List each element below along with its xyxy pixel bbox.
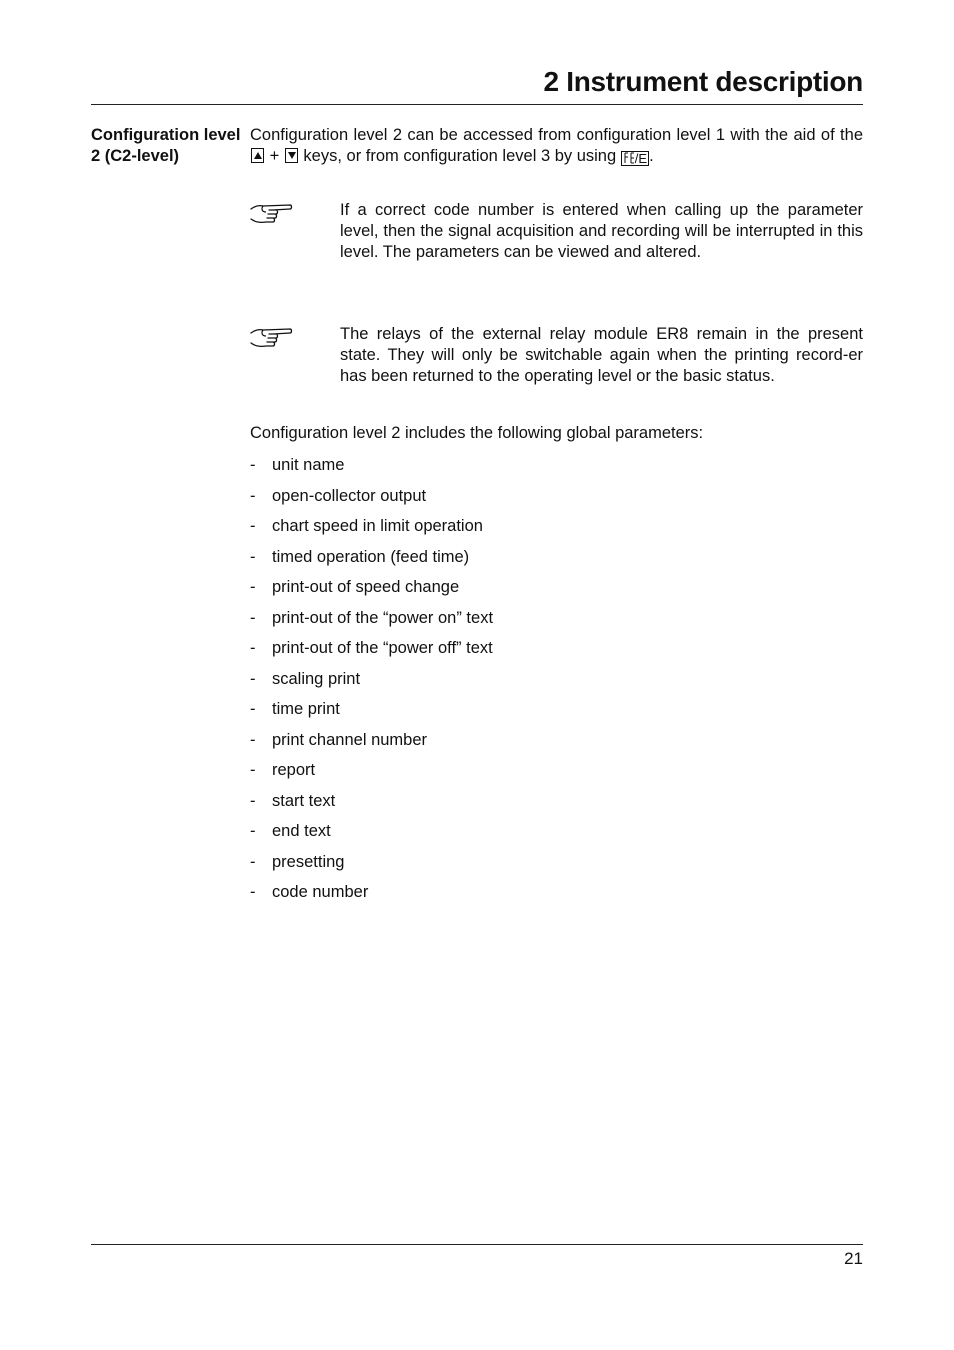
parameter-list xyxy=(250,450,493,908)
list-dash: - xyxy=(250,791,256,810)
list-dash: - xyxy=(250,700,256,718)
list-item-text: time print xyxy=(272,700,340,718)
list-intro: Configuration level 2 includes the following global parameters: xyxy=(250,424,704,442)
list-item-text: print channel number xyxy=(272,730,428,749)
list-dash: - xyxy=(250,883,256,901)
list-dash: - xyxy=(250,578,256,596)
intro-plus: + xyxy=(269,147,280,165)
pointing-hand-icon xyxy=(249,200,293,228)
list-dash: - xyxy=(250,669,256,688)
list-dash: - xyxy=(250,486,256,505)
list-dash: - xyxy=(250,730,256,749)
list-dash: - xyxy=(250,608,256,627)
pe-key-label: /E xyxy=(634,151,648,166)
list-item xyxy=(250,511,493,542)
pointing-hand-icon xyxy=(249,324,293,352)
list-item-text: end text xyxy=(272,822,331,840)
intro-paragraph xyxy=(250,125,863,167)
list-item-text: chart speed in limit operation xyxy=(272,517,483,535)
list-item xyxy=(250,450,493,481)
list-item-text: presetting xyxy=(272,852,345,871)
list-item-text: open-collector output xyxy=(272,486,427,505)
list-item xyxy=(250,816,493,847)
pe-key-icon xyxy=(621,151,649,166)
intro-text-1: Configuration level 2 can be accessed from configuration level 1 with the aid of the xyxy=(250,126,863,144)
list-item-text: scaling print xyxy=(272,669,361,688)
list-item xyxy=(250,755,493,786)
list-item xyxy=(250,877,493,908)
list-item-text: code number xyxy=(272,883,369,901)
list-item-text: print-out of the “power on” text xyxy=(272,608,494,627)
page-number: 21 xyxy=(844,1249,863,1268)
list-dash: - xyxy=(250,517,256,535)
list-item xyxy=(250,725,493,756)
list-item-text: timed operation (feed time) xyxy=(272,547,470,566)
footer-divider xyxy=(91,1244,863,1245)
list-item xyxy=(250,572,493,603)
list-item xyxy=(250,542,493,573)
list-item-text: report xyxy=(272,761,316,779)
list-dash: - xyxy=(250,822,256,840)
list-item-text: print-out of the “power off” text xyxy=(272,639,493,657)
list-dash: - xyxy=(250,547,256,566)
section-label: Configuration level 2 (C2-level) xyxy=(91,126,241,165)
list-dash: - xyxy=(250,456,256,474)
list-dash: - xyxy=(250,639,256,657)
list-item xyxy=(250,481,493,512)
list-item xyxy=(250,633,493,664)
list-item-text: unit name xyxy=(272,456,345,474)
list-item-text: print-out of speed change xyxy=(272,578,460,596)
note-text-1: If a correct code number is entered when calling up the parameter level, then the signal acquisition and recording will be interrupted in this level. The parameters can be viewed and altered. xyxy=(340,201,863,261)
up-arrow-key-icon xyxy=(251,148,264,163)
list-item xyxy=(250,603,493,634)
list-dash: - xyxy=(250,761,256,779)
list-item xyxy=(250,786,493,817)
list-item-text: start text xyxy=(272,791,336,810)
list-item xyxy=(250,694,493,725)
down-arrow-key-icon xyxy=(285,148,298,163)
page-title: 2 Instrument description xyxy=(543,66,863,97)
intro-end: . xyxy=(649,147,654,165)
list-item xyxy=(250,664,493,695)
intro-text-2: keys, or from configuration level 3 by using xyxy=(303,147,617,165)
list-dash: - xyxy=(250,852,256,871)
note-text-2: The relays of the external relay module ER8 remain in the present state. They will only be switchable again when the printing record-er has been returned to the operating level or the basic status. xyxy=(340,325,863,385)
header-divider xyxy=(91,104,863,105)
list-item xyxy=(250,847,493,878)
